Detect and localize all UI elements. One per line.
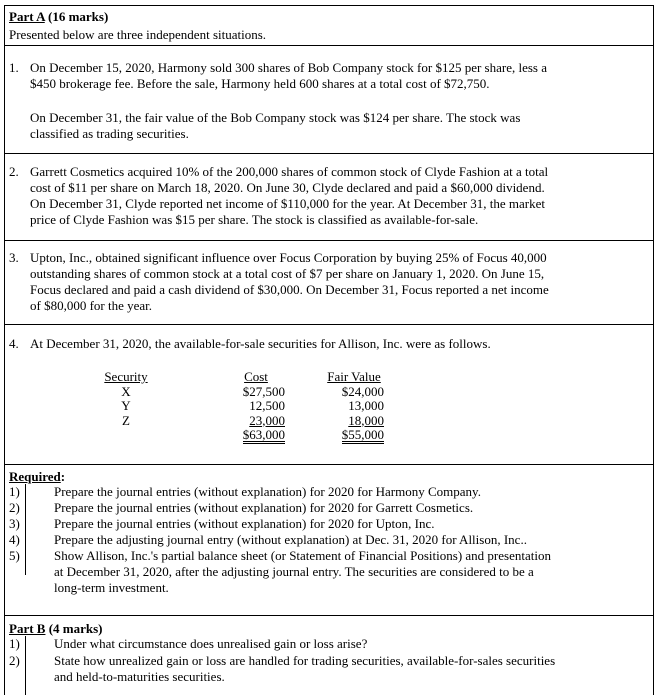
part-b-1-text: Under what circumstance does unrealised gain or loss arise? xyxy=(54,636,368,651)
required-4-number: 4) xyxy=(9,532,20,547)
part-b-2-line-2: and held-to-maturities securities. xyxy=(54,669,225,684)
table-cell: X xyxy=(121,383,131,399)
situation-4-line-1: At December 31, 2020, the available-for-sale securities for Allison, Inc. were as follows. xyxy=(30,336,491,351)
situation-3-number: 3. xyxy=(9,250,19,265)
required-2-number: 2) xyxy=(9,500,20,515)
required-3-number: 3) xyxy=(9,516,20,531)
situation-1-number: 1. xyxy=(9,60,19,75)
situation-2-number: 2. xyxy=(9,164,19,179)
situation-2-line-2: cost of $11 per share on March 18, 2020. On June 30, Clyde declared and paid a $60,000 dividend. xyxy=(30,180,545,195)
table-cell: $27,500 xyxy=(242,383,285,399)
part-b-2-line-1: State how unrealized gain or loss are handled for trading securities, available-for-sales securities xyxy=(54,653,556,668)
security-column xyxy=(96,370,156,428)
divider xyxy=(4,45,654,46)
situation-2-line-4: price of Clyde Fashion was $15 per share. The stock is classified as available-for-sale. xyxy=(30,212,479,227)
part-b-2-number: 2) xyxy=(9,653,20,668)
required-5-line-2: at December 31, 2020, after the adjusting journal entry. The securities are considered to be a xyxy=(54,564,534,579)
required-5-line-3: long-term investment. xyxy=(54,580,169,595)
required-1-text: Prepare the journal entries (without explanation) for 2020 for Harmony Company. xyxy=(54,484,481,499)
required-5-number: 5) xyxy=(9,548,20,563)
required-2-text: Prepare the journal entries (without explanation) for 2020 for Garrett Cosmetics. xyxy=(54,500,474,515)
table-cell: 18,000 xyxy=(348,412,384,428)
situation-2-line-1: Garrett Cosmetics acquired 10% of the 200,000 shares of common stock of Clyde Fashion at a total xyxy=(30,164,549,179)
situation-4-number: 4. xyxy=(9,336,19,351)
situation-1-line-3: On December 31, the fair value of the Bob Company stock was $124 per share. The stock was xyxy=(30,110,521,125)
divider xyxy=(4,324,654,325)
cost-header: Cost xyxy=(244,369,268,384)
part-a-title: Part A (16 marks) xyxy=(9,9,109,24)
security-header: Security xyxy=(104,369,148,384)
situation-3-line-1: Upton, Inc., obtained significant influence over Focus Corporation by buying 25% of Focus 40,000 xyxy=(30,250,547,265)
situation-1-line-2: $450 brokerage fee. Before the sale, Harmony held 600 shares at a total cost of $72,750. xyxy=(30,76,490,91)
table-cell: Y xyxy=(121,398,131,413)
cost-total: $63,000 xyxy=(242,427,285,442)
divider xyxy=(4,615,654,616)
fair-value-column xyxy=(318,370,390,443)
part-b-1-number: 1) xyxy=(9,636,20,651)
fair-value-header: Fair Value xyxy=(327,369,381,384)
situation-3-line-3: Focus declared and paid a cash dividend of $30,000. On December 31, Focus reported a net income xyxy=(30,282,549,297)
required-3-text: Prepare the journal entries (without explanation) for 2020 for Upton, Inc. xyxy=(54,516,435,531)
fair-value-total: $55,000 xyxy=(341,427,384,442)
table-cell: $24,000 xyxy=(341,383,384,399)
divider xyxy=(4,153,654,154)
required-4-text: Prepare the adjusting journal entry (without explanation) at Dec. 31, 2020 for Allison, Inc.. xyxy=(54,532,527,547)
table-cell: 13,000 xyxy=(348,398,384,413)
required-heading: Required: xyxy=(9,469,66,484)
table-cell: 12,500 xyxy=(249,398,285,413)
intro-text: Presented below are three independent situations. xyxy=(9,27,267,42)
situation-3-line-2: outstanding shares of common stock at a total cost of $7 per share on January 1, 2020. On June 15, xyxy=(30,266,545,281)
table-cell: Z xyxy=(122,412,130,428)
cost-column xyxy=(227,370,285,443)
part-b-title: Part B (4 marks) xyxy=(9,621,103,636)
situation-3-line-4: of $80,000 for the year. xyxy=(30,298,153,313)
required-1-number: 1) xyxy=(9,484,20,499)
divider xyxy=(4,240,654,241)
situation-1-line-1: On December 15, 2020, Harmony sold 300 shares of Bob Company stock for $125 per share, less a xyxy=(30,60,548,75)
situation-2-line-3: On December 31, Clyde reported net income of $110,000 for the year. At December 31, the market xyxy=(30,196,546,211)
situation-1-line-4: classified as trading securities. xyxy=(30,126,189,141)
table-cell: 23,000 xyxy=(249,412,285,428)
divider xyxy=(4,464,654,465)
required-5-line-1: Show Allison, Inc.'s partial balance sheet (or Statement of Financial Positions) and presentation xyxy=(54,548,551,563)
